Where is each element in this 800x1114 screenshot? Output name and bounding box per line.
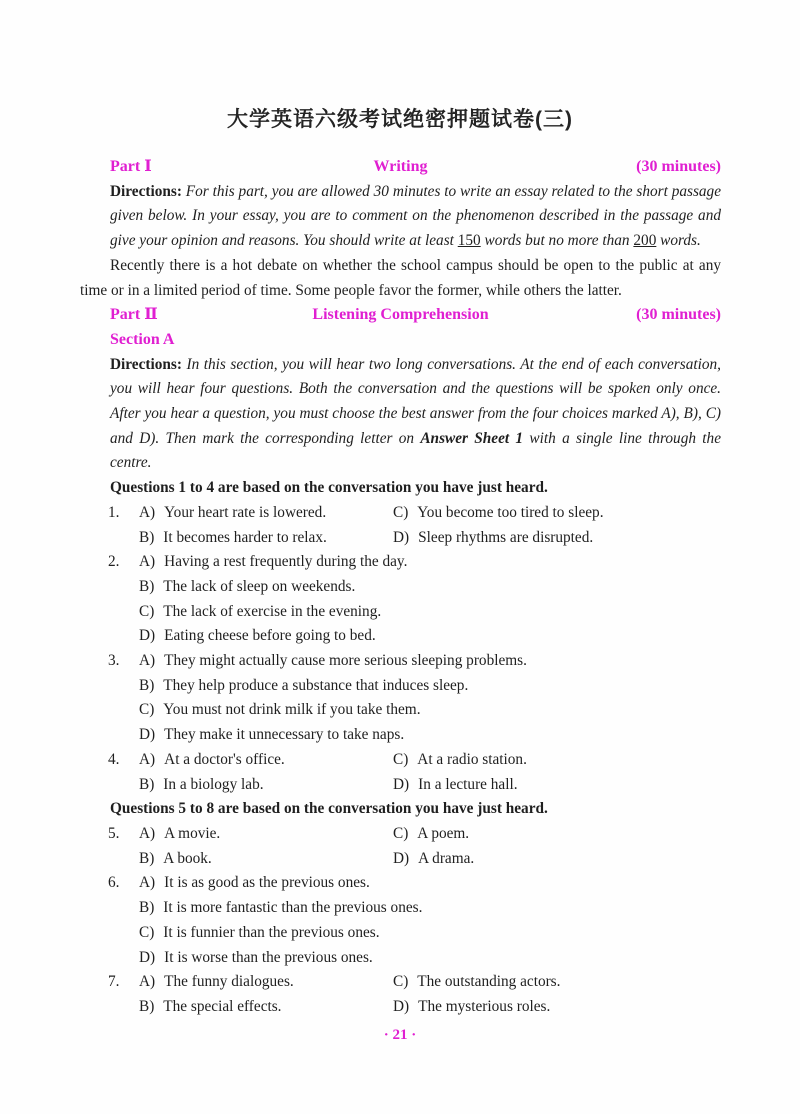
option-5d — [393, 847, 721, 872]
option-label: D) — [393, 528, 410, 546]
question-4 — [80, 748, 721, 797]
option-text: They help produce a substance that induces sleep. — [163, 676, 469, 694]
page-number: · 21 · — [383, 1027, 417, 1043]
part1-duration: (30 minutes) — [636, 158, 721, 175]
option-7d — [393, 995, 721, 1020]
part1-header — [80, 155, 721, 180]
option-6d — [139, 946, 721, 971]
option-5b — [139, 847, 393, 872]
option-text: The special effects. — [163, 997, 282, 1015]
option-text: They might actually cause more serious sleeping problems. — [164, 652, 527, 670]
option-label: C) — [139, 923, 155, 941]
option-text: A movie. — [164, 824, 221, 842]
option-text: You become too tired to sleep. — [417, 503, 604, 521]
question-options — [139, 550, 721, 649]
question-number: 5. — [108, 824, 120, 842]
question-number: 1. — [108, 503, 120, 521]
option-7c — [393, 970, 721, 995]
part2-label: Part Ⅱ — [110, 306, 158, 324]
option-4a — [139, 748, 393, 773]
option-6c — [139, 921, 721, 946]
option-1a — [139, 501, 393, 526]
option-5c — [393, 822, 721, 847]
question-1 — [80, 501, 721, 550]
option-label: D) — [139, 627, 156, 645]
option-label: C) — [139, 701, 155, 719]
option-text: Sleep rhythms are disrupted. — [418, 528, 594, 546]
option-label: D) — [393, 997, 410, 1015]
question-5 — [80, 822, 721, 871]
exam-content — [80, 155, 721, 1020]
page-title: 大学英语六级考试绝密押题试卷(三) — [227, 108, 573, 131]
option-label: B) — [139, 577, 155, 595]
option-label: A) — [139, 824, 156, 842]
option-6a — [139, 871, 721, 896]
question-options — [139, 970, 721, 1019]
option-text: The mysterious roles. — [418, 997, 551, 1015]
part2-header — [80, 303, 721, 328]
option-text: It is more fantastic than the previous ones. — [163, 899, 423, 917]
option-label: A) — [139, 553, 156, 571]
option-label: D) — [393, 775, 410, 793]
option-text: The funny dialogues. — [164, 973, 294, 991]
option-2d — [139, 624, 721, 649]
part1-label: Part Ⅰ — [110, 158, 152, 175]
part1-directions — [80, 180, 721, 254]
option-label: A) — [139, 750, 156, 768]
option-text: You must not drink milk if you take them. — [163, 701, 421, 719]
part2-duration: (30 minutes) — [636, 306, 721, 324]
question-number: 3. — [108, 652, 120, 670]
option-1b — [139, 526, 393, 551]
option-7a — [139, 970, 393, 995]
option-label: B) — [139, 528, 155, 546]
option-2c — [139, 600, 721, 625]
option-4c — [393, 748, 721, 773]
option-1d — [393, 526, 721, 551]
option-text: A book. — [163, 849, 212, 867]
option-text: It is funnier than the previous ones. — [163, 923, 380, 941]
option-label: C) — [393, 503, 409, 521]
option-text: Eating cheese before going to bed. — [164, 627, 376, 645]
option-3c — [139, 698, 721, 723]
option-label: B) — [139, 997, 155, 1015]
directions-text: For this part, you are allowed 30 minutes to write an essay related to the short passage given below. In your essay, you are to comment on the phenomenon described in the passage and give your opinion and reasons. You should write at least 150 words but no more than 200 words. — [110, 182, 721, 250]
question-3 — [80, 649, 721, 748]
question-group-heading-2: Questions 5 to 8 are based on the conversation you have just heard. — [110, 800, 548, 818]
option-3b — [139, 674, 721, 699]
question-options — [139, 748, 721, 797]
question-7 — [80, 970, 721, 1019]
option-2a — [139, 550, 721, 575]
option-text: They make it unnecessary to take naps. — [164, 726, 405, 744]
option-label: B) — [139, 849, 155, 867]
option-label: A) — [139, 874, 156, 892]
option-text: At a radio station. — [417, 750, 527, 768]
option-label: C) — [393, 973, 409, 991]
option-text: It is worse than the previous ones. — [164, 948, 373, 966]
directions-label: Directions: — [110, 182, 182, 200]
option-text: In a biology lab. — [163, 775, 264, 793]
question-number: 4. — [108, 750, 120, 768]
option-text: It is as good as the previous ones. — [164, 874, 370, 892]
option-label: C) — [393, 750, 409, 768]
option-text: The outstanding actors. — [417, 973, 561, 991]
option-5a — [139, 822, 393, 847]
part2-directions — [80, 353, 721, 477]
option-text: The lack of exercise in the evening. — [163, 602, 382, 620]
option-text: A drama. — [418, 849, 475, 867]
writing-passage: Recently there is a hot debate on whether the school campus should be open to the public at any time or in a limited period of time. Some people favor the former, while others the latter. — [80, 256, 721, 299]
question-options — [139, 822, 721, 871]
option-6b — [139, 896, 721, 921]
option-label: B) — [139, 676, 155, 694]
question-6 — [80, 871, 721, 970]
option-label: B) — [139, 775, 155, 793]
option-label: A) — [139, 503, 156, 521]
section-a-label: Section A — [110, 330, 175, 348]
option-label: D) — [139, 948, 156, 966]
option-text: It becomes harder to relax. — [163, 528, 327, 546]
question-options — [139, 501, 721, 550]
option-text: Your heart rate is lowered. — [164, 503, 327, 521]
option-4b — [139, 773, 393, 798]
option-label: D) — [139, 726, 156, 744]
option-text: Having a rest frequently during the day. — [164, 553, 408, 571]
directions-text: In this section, you will hear two long conversations. At the end of each conversation, you will hear four questions. Both the conversation and the questions will be spoken only once. After you hear a question, you must choose the best answer from the four choices marked A), B), C) and D). Then mark the corresponding letter on Answer Sheet 1 with a single line through the centre. — [110, 355, 721, 472]
directions-label: Directions: — [110, 355, 182, 373]
option-text: At a doctor's office. — [164, 750, 285, 768]
question-number: 2. — [108, 553, 120, 571]
option-label: D) — [393, 849, 410, 867]
question-options — [139, 871, 721, 970]
question-number: 6. — [108, 874, 120, 892]
part2-title: Listening Comprehension — [312, 306, 489, 324]
option-text: A poem. — [417, 824, 470, 842]
option-label: C) — [393, 824, 409, 842]
option-2b — [139, 575, 721, 600]
option-7b — [139, 995, 393, 1020]
option-3d — [139, 723, 721, 748]
option-1c — [393, 501, 721, 526]
option-text: In a lecture hall. — [418, 775, 518, 793]
option-label: C) — [139, 602, 155, 620]
option-label: B) — [139, 899, 155, 917]
option-3a — [139, 649, 721, 674]
option-label: A) — [139, 973, 156, 991]
option-text: The lack of sleep on weekends. — [163, 577, 356, 595]
question-number: 7. — [108, 973, 120, 991]
option-4d — [393, 773, 721, 798]
option-label: A) — [139, 652, 156, 670]
question-options — [139, 649, 721, 748]
part1-title: Writing — [373, 158, 428, 175]
question-group-heading-1: Questions 1 to 4 are based on the conversation you have just heard. — [110, 479, 548, 497]
question-2 — [80, 550, 721, 649]
